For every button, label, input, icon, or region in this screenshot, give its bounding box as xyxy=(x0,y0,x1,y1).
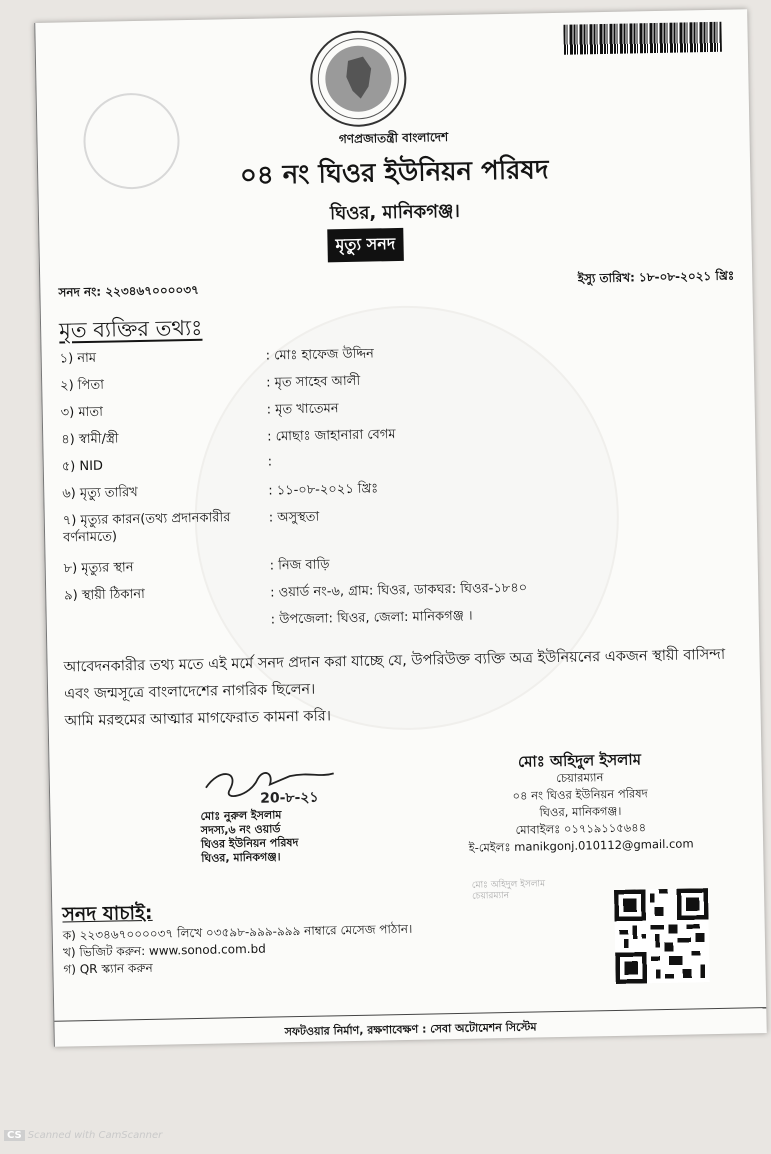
member-name: মোঃ নুরুল ইসলাম xyxy=(200,808,282,823)
field-label: ৭) মৃত্যুর কারন(তথ্য প্রদানকারীর বর্ণনামতে) xyxy=(62,510,231,546)
field-value: : মৃত সাহেব আলী xyxy=(266,373,361,391)
field-value: : ওয়ার্ড নং-৬, গ্রাম: ঘিওর, ডাকঘর: ঘিওর-১৮৪০ xyxy=(270,580,528,601)
verification-section xyxy=(62,900,413,979)
field-value: : অসুস্থতা xyxy=(268,509,320,526)
field-label: ৪) স্বামী/স্ত্রী xyxy=(61,431,119,448)
header xyxy=(37,123,751,236)
field-label: ২) পিতা xyxy=(60,377,105,394)
faint-stamp xyxy=(472,878,622,903)
chairman-office: ০৪ নং ঘিওর ইউনিয়ন পরিষদ xyxy=(512,786,648,803)
field-label: ৬) মৃত্যু তারিখ xyxy=(62,485,138,502)
chairman-title: চেয়ারম্যান xyxy=(556,770,604,786)
footer-software-credit: সফটওয়ার নির্মাণ, রক্ষণাবেক্ষণ : সেবা অটোমেশন সিস্টেম xyxy=(54,1007,766,1047)
verification-step-qr: গ) QR স্ক্যান করুন xyxy=(63,960,153,977)
chairman-place: ঘিওর, মানিকগঞ্জ। xyxy=(539,803,622,820)
field-label: ১) নাম xyxy=(59,350,97,367)
field-value: : ১১-০৮-২০২১ খ্রিঃ xyxy=(268,481,379,499)
bangladesh-emblem-icon xyxy=(307,28,409,130)
handwritten-signature xyxy=(199,754,390,810)
chairman-mobile: মোবাইলঃ ০১৭১৯১১৫৬৪৪ xyxy=(515,820,647,837)
chairman-signature-block xyxy=(429,750,731,858)
field-value: : উপজেলা: ঘিওর, জেলা: মানিকগঞ্জ । xyxy=(270,608,473,628)
verification-title: সনদ যাচাই: xyxy=(62,901,153,926)
prayer-paragraph: আমি মরহুমের আত্মার মাগফেরাত কামনা করি। xyxy=(64,708,332,730)
member-office: ঘিওর ইউনিয়ন পরিষদ xyxy=(200,836,299,851)
chairman-email: ই-মেইলঃ manikgonj.010112@gmail.com xyxy=(468,836,694,855)
section-heading: মৃত ব্যক্তির তথ্যঃ xyxy=(58,315,203,343)
field-label: ৯) স্থায়ী ঠিকানা xyxy=(64,586,145,604)
member-place: ঘিওর, মানিকগঞ্জ। xyxy=(201,850,281,865)
council-name: ০৪ নং ঘিওর ইউনিয়ন পরিষদ xyxy=(239,155,549,192)
statement-paragraph: আবেদনকারীর তথ্য মতে এই মর্মে সনদ প্রদান করা যাচ্ছে যে, উপরিউক্ত ব্যক্তি অত্র ইউনিয়নের একজন স্থায়ী বাসিন্দা এবং জন্মসূত্রে বাংলাদেশের নাগরিক ছিলেন। xyxy=(63,646,726,703)
camscanner-logo-icon: CS xyxy=(4,1130,25,1141)
document-title: মৃত্যু সনদ xyxy=(327,228,403,262)
scanner-watermark xyxy=(4,1130,162,1141)
field-value: : মৃত খাতেমন xyxy=(266,401,339,418)
field-label: ৩) মাতা xyxy=(60,404,104,421)
member-signature-block xyxy=(199,754,401,866)
field-label: ৮) মৃত্যুর স্থান xyxy=(63,560,134,577)
field-label: ৫) NID xyxy=(61,458,104,475)
certificate-number: সনদ নং: ২২৩৪৬৭০০০০৩৭ xyxy=(58,282,200,300)
certificate-statement xyxy=(63,641,744,735)
chairman-name: মোঃ অহিদুল ইসলাম xyxy=(517,750,642,771)
stamp-name: মোঃ অহিদুল ইসলাম xyxy=(471,879,546,891)
deceased-info xyxy=(60,338,725,642)
field-value: : xyxy=(267,454,273,470)
issue-date: ইস্যু তারিখ: ১৮-০৮-২০২১ খ্রিঃ xyxy=(577,268,735,286)
government-name: গণপ্রজাতন্ত্রী বাংলাদেশ xyxy=(338,130,449,147)
verification-step-web[interactable]: খ) ভিজিট করুন: www.sonod.com.bd xyxy=(62,941,266,960)
barcode xyxy=(563,22,722,55)
field-value: : মোছাঃ জাহানারা বেগম xyxy=(267,427,396,445)
verification-step-sms: ক) ২২৩৪৬৭০০০০৩৭ লিখে ০৩৫৯৮-৯৯৯-৯৯৯ নাম্বারে মেসেজ পাঠান। xyxy=(62,921,413,943)
handwritten-date: 20-৮-২১ xyxy=(260,789,319,807)
field-value: : নিজ বাড়ি xyxy=(269,557,330,574)
certificate-page xyxy=(34,9,767,1046)
council-address: ঘিওর, মানিকগঞ্জ। xyxy=(329,200,461,225)
member-role: সদস্য,৬ নং ওয়ার্ড xyxy=(200,822,281,837)
stamp-title: চেয়ারম্যান xyxy=(471,890,510,902)
scanner-text: Scanned with CamScanner xyxy=(27,1130,163,1141)
field-value: : মোঃ হাফেজ উদ্দিন xyxy=(265,346,374,364)
qr-code-icon[interactable] xyxy=(614,888,710,984)
